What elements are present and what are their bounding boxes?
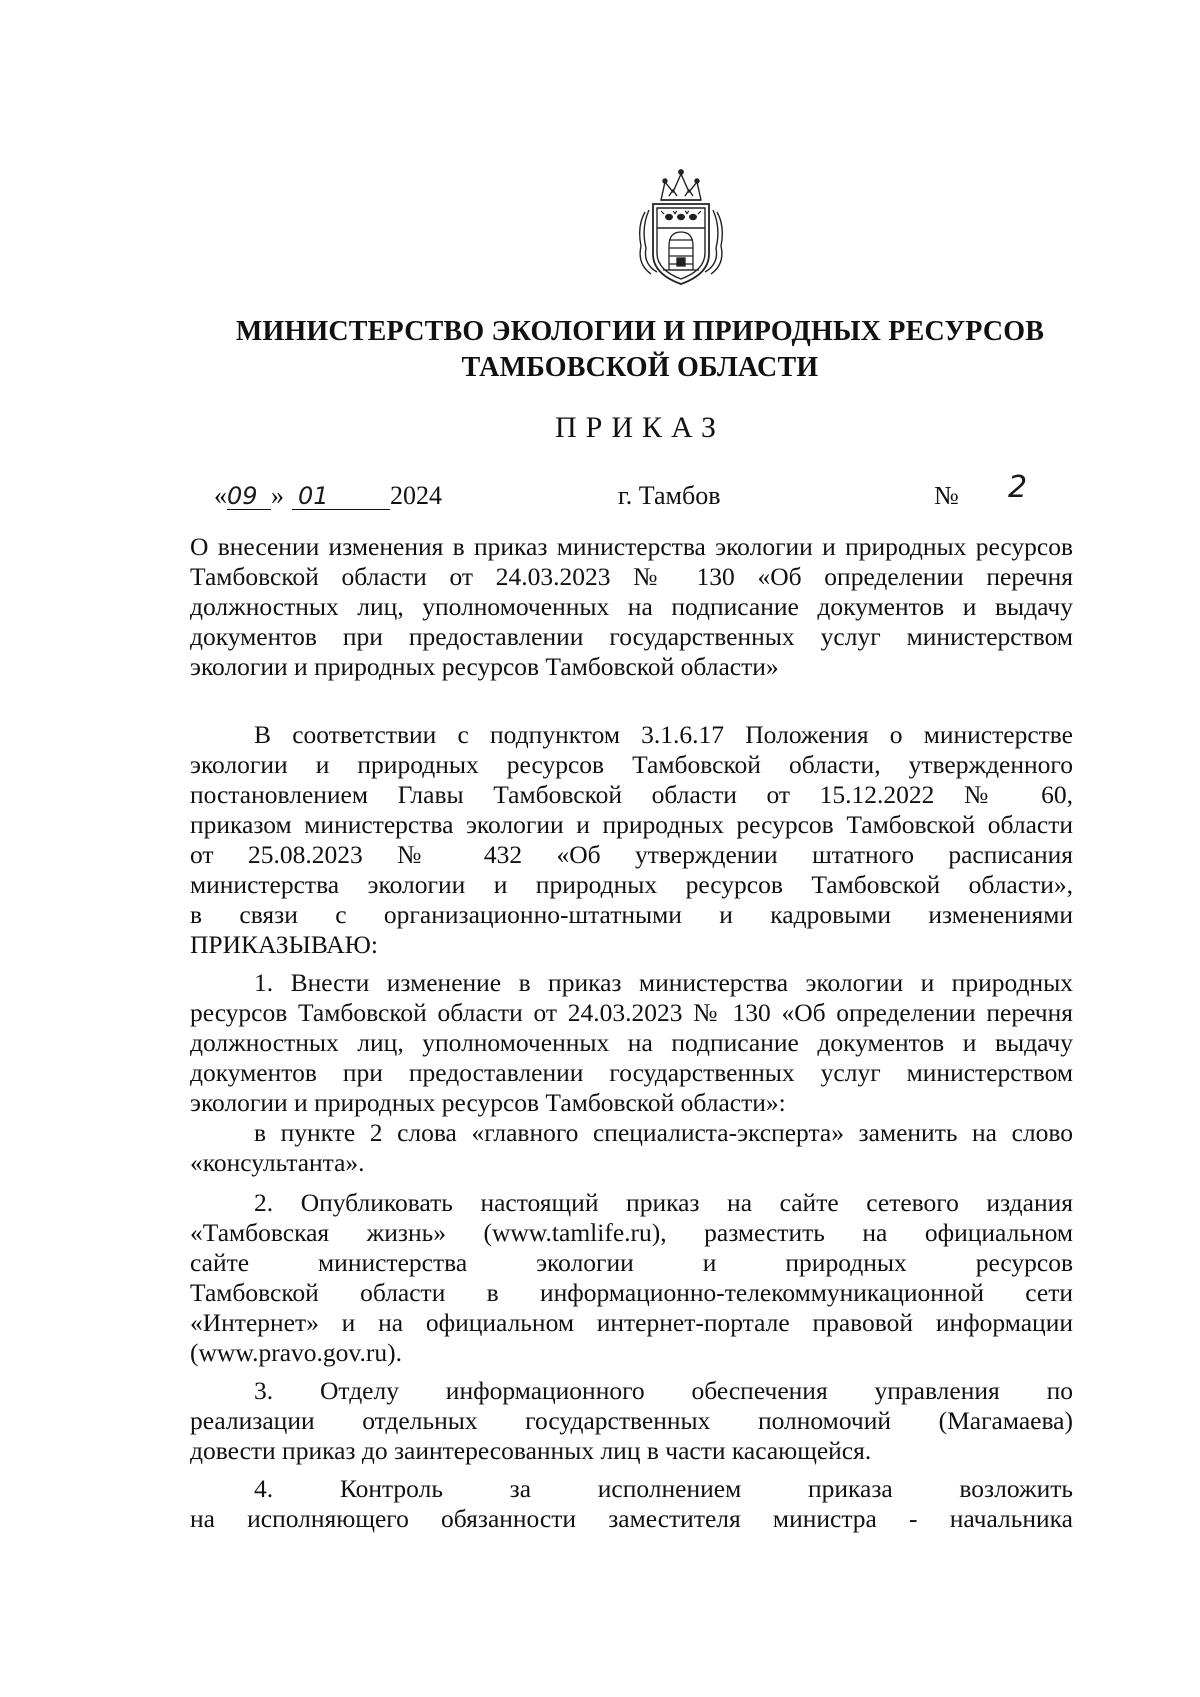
item-3-line: 3. Отделу информационного обеспечения управления по <box>254 1376 1073 1405</box>
item-1-sub-line: «консультанта». <box>190 1148 365 1177</box>
ministry-name-line1: МИНИСТЕРСТВО ЭКОЛОГИИ И ПРИРОДНЫХ РЕСУРСОВ <box>235 316 1045 347</box>
preamble-line: министерства экологии и природных ресурсов Тамбовской области», <box>190 870 1073 899</box>
title-line: документов при предоставлении государственных услуг министерством <box>190 622 1073 651</box>
item-4 <box>190 1474 1073 1534</box>
item-3-line: довести приказ до заинтересованных лиц в части касающейся. <box>190 1436 872 1465</box>
item-1-line: документов при предоставлении государственных услуг министерством <box>190 1058 1073 1087</box>
document-number: 2 <box>1008 470 1028 505</box>
title-line: должностных лиц, уполномоченных на подписание документов и выдачу <box>190 592 1073 621</box>
item-1-line: должностных лиц, уполномоченных на подписание документов и выдачу <box>190 1028 1073 1057</box>
title-line: экологии и природных ресурсов Тамбовской области» <box>190 652 779 681</box>
item-1-line: ресурсов Тамбовской области от 24.03.2023 № 130 «Об определении перечня <box>190 998 1073 1027</box>
item-2 <box>190 1188 1073 1368</box>
item-4-line: на исполняющего обязанности заместителя министра - начальника <box>190 1504 1073 1533</box>
document-number-label: № <box>934 481 959 510</box>
item-1-sub-line: в пункте 2 слова «главного специалиста-эксперта» заменить на слово <box>254 1118 1073 1147</box>
item-2-line: Тамбовской области в информационно-телекоммуникационной сети <box>190 1278 1073 1307</box>
preamble-line: ПРИКАЗЫВАЮ: <box>190 930 378 959</box>
item-1-line: экологии и природных ресурсов Тамбовской области»: <box>190 1088 786 1117</box>
title-line: О внесении изменения в приказ министерства экологии и природных ресурсов <box>190 532 1073 561</box>
date-close-quote: » <box>271 481 284 510</box>
preamble <box>190 720 1073 960</box>
document-type: ПРИКАЗ <box>555 411 725 444</box>
item-4-line: 4. Контроль за исполнением приказа возложить <box>254 1474 1073 1503</box>
item-1 <box>190 968 1073 1178</box>
date-year: 2024 <box>390 481 442 510</box>
preamble-line: в связи с организационно-штатными и кадровыми изменениями <box>190 900 1073 929</box>
document-city: г. Тамбов <box>618 481 721 510</box>
item-1-line: 1. Внести изменение в приказ министерства экологии и природных <box>254 968 1073 997</box>
date-month: 01 <box>298 482 329 510</box>
item-2-line: 2. Опубликовать настоящий приказ на сайте сетевого издания <box>254 1188 1073 1217</box>
dateline <box>190 470 1090 520</box>
preamble-line: постановлением Главы Тамбовской области от 15.12.2022 № 60, <box>190 780 1073 809</box>
date-open-quote: « <box>214 481 227 510</box>
item-2-line: (www.pravo.gov.ru). <box>190 1338 402 1367</box>
ministry-name-line2: ТАМБОВСКОЙ ОБЛАСТИ <box>461 352 819 383</box>
preamble-line: экологии и природных ресурсов Тамбовской области, утвержденного <box>190 750 1073 779</box>
title-line: Тамбовской области от 24.03.2023 № 130 «Об определении перечня <box>190 562 1073 591</box>
preamble-line: приказом министерства экологии и природных ресурсов Тамбовской области <box>190 810 1073 839</box>
item-2-line: сайте министерства экологии и природных ресурсов <box>190 1248 1073 1277</box>
document-date <box>214 480 442 512</box>
date-day: 09 <box>227 482 258 510</box>
item-3-line: реализации отдельных государственных полномочий (Магамаева) <box>190 1406 1073 1435</box>
document-title <box>190 532 1073 682</box>
coat-of-arms-icon <box>631 166 731 288</box>
preamble-line: В соответствии с подпунктом 3.1.6.17 Положения о министерстве <box>254 720 1073 749</box>
preamble-line: от 25.08.2023 № 432 «Об утверждении штатного расписания <box>190 840 1073 869</box>
item-3 <box>190 1376 1073 1466</box>
item-2-line: «Интернет» и на официальном интернет-портале правовой информации <box>190 1308 1073 1337</box>
item-2-line: «Тамбовская жизнь» (www.tamlife.ru), разместить на официальном <box>190 1218 1073 1247</box>
